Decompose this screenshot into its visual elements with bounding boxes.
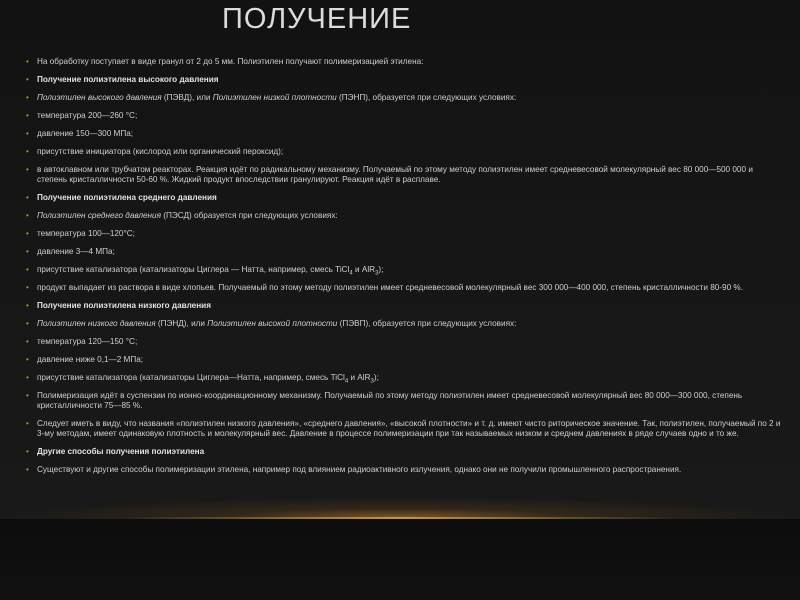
heading-text: Получение полиэтилена низкого давления: [37, 301, 211, 310]
bullet-item: [26, 111, 782, 121]
item-text: температура 200—260 °С;: [37, 111, 138, 120]
bullet-icon: •: [26, 319, 29, 328]
item-text: Полимеризация идёт в суспензии по ионно-координационному механизму. Получаемый по этому методу полиэтилен имеет средневесовой молекулярный вес 80 000—300 000, степень кристалличности 75—85 %.: [37, 391, 743, 410]
bullet-item: [26, 93, 782, 103]
heading-text: Получение полиэтилена высокого давления: [37, 75, 219, 84]
subscript: 4: [344, 378, 349, 385]
bullet-item: [26, 337, 782, 347]
item-text: [37, 93, 516, 102]
item-text: температура 100—120°С;: [37, 229, 135, 238]
item-text: [37, 265, 384, 277]
item-text: Следует иметь в виду, что названия «полиэтилен низкого давления», «среднего давления», «высокой плотности» и т. д. имеют чисто риторическое значение. Так, полиэтилен, получаемый по 2 и 3-му методам, имеет одинаковую плотность и молекулярный вес. Давление в процессе полимеризации при так называемых низком и среднем давлениях в ряде случаев одно и то же.: [37, 419, 781, 438]
subscript: 3: [375, 270, 379, 277]
item-text: продукт выпадает из раствора в виде хлопьев. Получаемый по этому методу полиэтилен имеет средневесовой молекулярный вес 300 000—400 000, степень кристалличности 80-90 %.: [37, 283, 743, 292]
term-italic: Полиэтилен высокой плотности: [207, 319, 338, 328]
bullet-item: [26, 419, 782, 439]
bullet-icon: •: [26, 93, 29, 102]
bullet-item: [26, 247, 782, 257]
item-text-part: (ПЭВД), или: [161, 93, 213, 102]
item-text: [37, 211, 338, 220]
item-text: [37, 373, 379, 385]
item-text: На обработку поступает в виде гранул от 2 до 5 мм. Полиэтилен получают полимеризацией этилена:: [37, 57, 424, 66]
bullet-item: [26, 373, 782, 383]
bullet-icon: •: [26, 229, 29, 238]
item-text-part: и AlR: [352, 265, 376, 274]
item-text: температура 120—150 °С;: [37, 337, 138, 346]
bullet-item: [26, 211, 782, 221]
subscript: 4: [349, 270, 353, 277]
bullet-icon: •: [26, 391, 29, 400]
item-text-part: присутствие катализатора (катализаторы Циглера—Натта, например, смесь TiCl: [37, 373, 345, 382]
slide-footer-band: [0, 519, 800, 600]
section-heading: [26, 193, 782, 203]
bullet-icon: •: [26, 129, 29, 138]
bullet-icon: •: [26, 111, 29, 120]
item-text: присутствие инициатора (кислород или органический пероксид);: [37, 147, 284, 156]
heading-text: Получение полиэтилена среднего давления: [37, 193, 217, 202]
term-italic: Полиэтилен низкого давления: [37, 319, 156, 328]
bullet-icon: •: [26, 355, 29, 364]
item-text-part: );: [378, 265, 384, 274]
item-text: давление 150—300 МПа;: [37, 129, 134, 138]
item-text: [37, 319, 516, 328]
bullet-icon: •: [26, 193, 29, 202]
bullet-icon: •: [26, 147, 29, 156]
section-heading: [26, 447, 782, 457]
bullet-icon: •: [26, 165, 29, 174]
item-text-part: (ПЭНП), образуется при следующих условиях:: [336, 93, 517, 102]
term-italic: Полиэтилен высокого давления: [37, 93, 162, 102]
bullet-item: [26, 283, 782, 293]
item-text-part: присутствие катализатора (катализаторы Циглера — Натта, например, смесь TiCl: [37, 265, 350, 274]
bullet-item: [26, 147, 782, 157]
slide-content: [26, 57, 782, 483]
item-text-part: (ПЭНД), или: [155, 319, 208, 328]
item-text-part: (ПЭВП), образуется при следующих условиях:: [337, 319, 517, 328]
bullet-icon: •: [26, 211, 29, 220]
bullet-icon: •: [26, 447, 29, 456]
bullet-icon: •: [26, 265, 29, 274]
bullet-item: [26, 355, 782, 365]
bullet-item: [26, 57, 782, 67]
bullet-icon: •: [26, 419, 29, 428]
item-text-part: );: [373, 373, 379, 382]
item-text: давление 3—4 МПа;: [37, 247, 115, 256]
item-text: в автоклавном или трубчатом реакторах. Реакция идёт по радикальному механизму. Получаемый по этому методу полиэтилен имеет средневесовой молекулярный вес 80 000—500 000 и степень кристалличности 50-60 %. Жидкий продукт впоследствии гранулируют. Реакция идёт в расплаве.: [37, 165, 753, 184]
bullet-icon: •: [26, 465, 29, 474]
bullet-icon: •: [26, 247, 29, 256]
bullet-icon: •: [26, 337, 29, 346]
subscript: 3: [370, 378, 374, 385]
bullet-icon: •: [26, 301, 29, 310]
bullet-item: [26, 129, 782, 139]
item-text: давление ниже 0,1—2 МПа;: [37, 355, 144, 364]
item-text-part: (ПЭСД) образуется при следующих условиях:: [160, 211, 338, 220]
section-heading: [26, 301, 782, 311]
bullet-item: [26, 465, 782, 475]
heading-text: Другие способы получения полиэтилена: [37, 447, 205, 456]
bullet-item: [26, 165, 782, 185]
slide-title: ПОЛУЧЕНИЕ: [222, 3, 412, 35]
item-text: Существуют и другие способы полимеризации этилена, например под влиянием радиоактивного излучения, однако они не получили промышленного распространения.: [37, 465, 682, 474]
bullet-icon: •: [26, 283, 29, 292]
term-italic: Полиэтилен низкой плотности: [212, 93, 337, 102]
bullet-item: [26, 319, 782, 329]
item-text-part: и AlR: [348, 373, 371, 382]
bullet-item: [26, 229, 782, 239]
term-italic: Полиэтилен среднего давления: [37, 211, 161, 220]
bullet-icon: •: [26, 373, 29, 382]
section-heading: [26, 75, 782, 85]
bullet-icon: •: [26, 57, 29, 66]
bullet-item: [26, 391, 782, 411]
bullet-icon: •: [26, 75, 29, 84]
bullet-item: [26, 265, 782, 275]
